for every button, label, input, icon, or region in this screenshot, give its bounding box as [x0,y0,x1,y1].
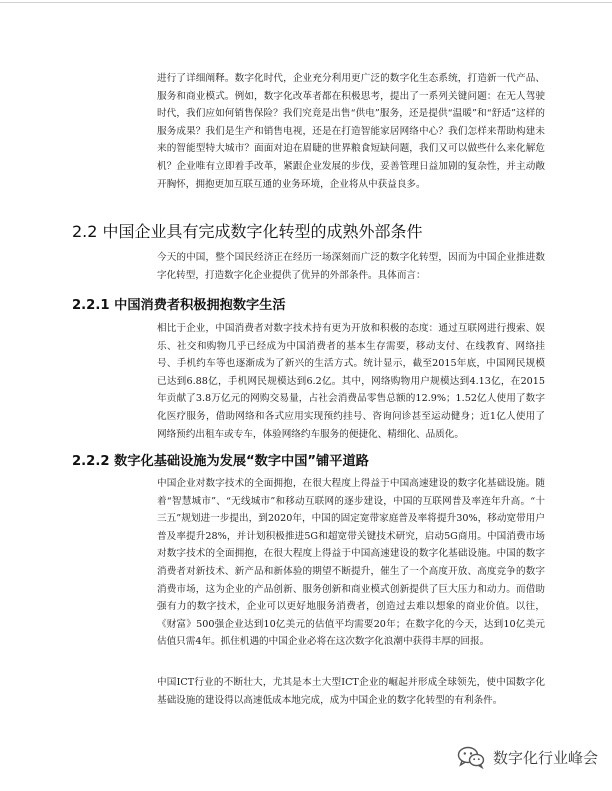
section-2-2-paragraph: 今天的中国，整个国民经济正在经历一场深刻而广泛的数字化转型，因而为中国企业推进数字化转型，打造数字化企业提供了优异的外部条件。具体而言： [157,252,545,281]
subsection-2-2-2-paragraph: 中国企业对数字技术的全面拥抱，在很大程度上得益于中国高速建设的数字化基础设施。随着“智慧城市”、“无线城市”和移动互联网的逐步建设，中国的互联网普及率连年升高。“十三五”规划进一步提出，到2020年，中国的固定宽带家庭普及率将提升30%，移动宽带用户普及率提升28%，并计划积极推进5G和超宽带关键技术研究，启动5G商用。中国消费市场对数字技术的全面拥抱，在很大程度上得益于中国高速建设的数字化基础设施。中国的数字消费者对新技术、新产品和新体验的期望不断提升，催生了一个高度开放、高度竞争的数字消费市场，这为企业的产品创新、服务创新和商业模式创新提供了巨大压力和动力。而借助强有力的数字技术，企业可以更好地服务消费者，创造过去难以想象的商业价值。以往，《财富》500强企业达到10亿美元的估值平均需要20年；在数字化的今天，达到10亿美元估值只需4年。抓住机遇的中国企业必将在这次数字化浪潮中获得丰厚的回报。 [157,478,545,648]
watermark-text: 数字化行业峰会 [492,748,598,767]
subsection-heading-2-2-2: 2.2.2 数字化基础设施为发展“数字中国”铺平道路 [72,454,369,469]
subsection-heading-2-2-1: 2.2.1 中国消费者积极拥抱数字生活 [72,298,286,313]
intro-paragraph: 进行了详细阐释。数字化时代，企业充分利用更广泛的数字化生态系统，打造新一代产品、服务和商业模式。例如，数字化改革者都在积极思考，提出了一系列关键问题：在无人驾驶时代，我们应如何销售保险？我们究竟是出售“供电”服务，还是提供“温暖”和“舒适”这样的服务成果？我们是生产和销售电视，还是在打造智能家居网络中心？我们怎样来帮助构建未来的智能型特大城市？面面对迫在眉睫的世界粮食短缺问题，我们又可以做些什么来化解危机？企业唯有立即着手改革，紧跟企业发展的步伐，妥善管理日益加剧的复杂性，并主动敞开胸怀，拥抱更加互联互通的业务环境，企业将从中获益良多。 [157,73,545,190]
section-heading-2-2: 2.2 中国企业具有完成数字化转型的成熟外部条件 [72,222,423,241]
subsection-2-2-1-paragraph: 相比于企业，中国消费者对数字技术持有更为开放和积极的态度：通过互联网进行搜索、娱乐、社交和购物几乎已经成为中国消费者的基本生存需要，移动支付、在线教育、网络挂号、手机约车等也逐渐成为了新兴的生活方式。统计显示，截至2015年底，中国网民规模已达到6.88亿，手机网民规模达到6.2亿。其中，网络购物用户规模达到4.13亿，在2015年贡献了3.8万亿元的网购交易量，占社会消费品零售总额的12.9%；1.52亿人使用了数字化医疗服务，借助网络和各式应用实现预约挂号、咨询问诊甚至运动健身；近1亿人使用了网络预约出租车或专车，体验网络约车服务的便捷化、精细化、品质化。 [157,323,545,440]
wechat-watermark [457,745,598,769]
top-divider [0,2,612,3]
wechat-icon [457,745,485,769]
ict-paragraph: 中国ICT行业的不断壮大，尤其是本土大型ICT企业的崛起并形成全球领先，使中国数字化基础设施的建设得以高速低成本地完成，成为中国企业的数字化转型的有利条件。 [157,677,545,706]
